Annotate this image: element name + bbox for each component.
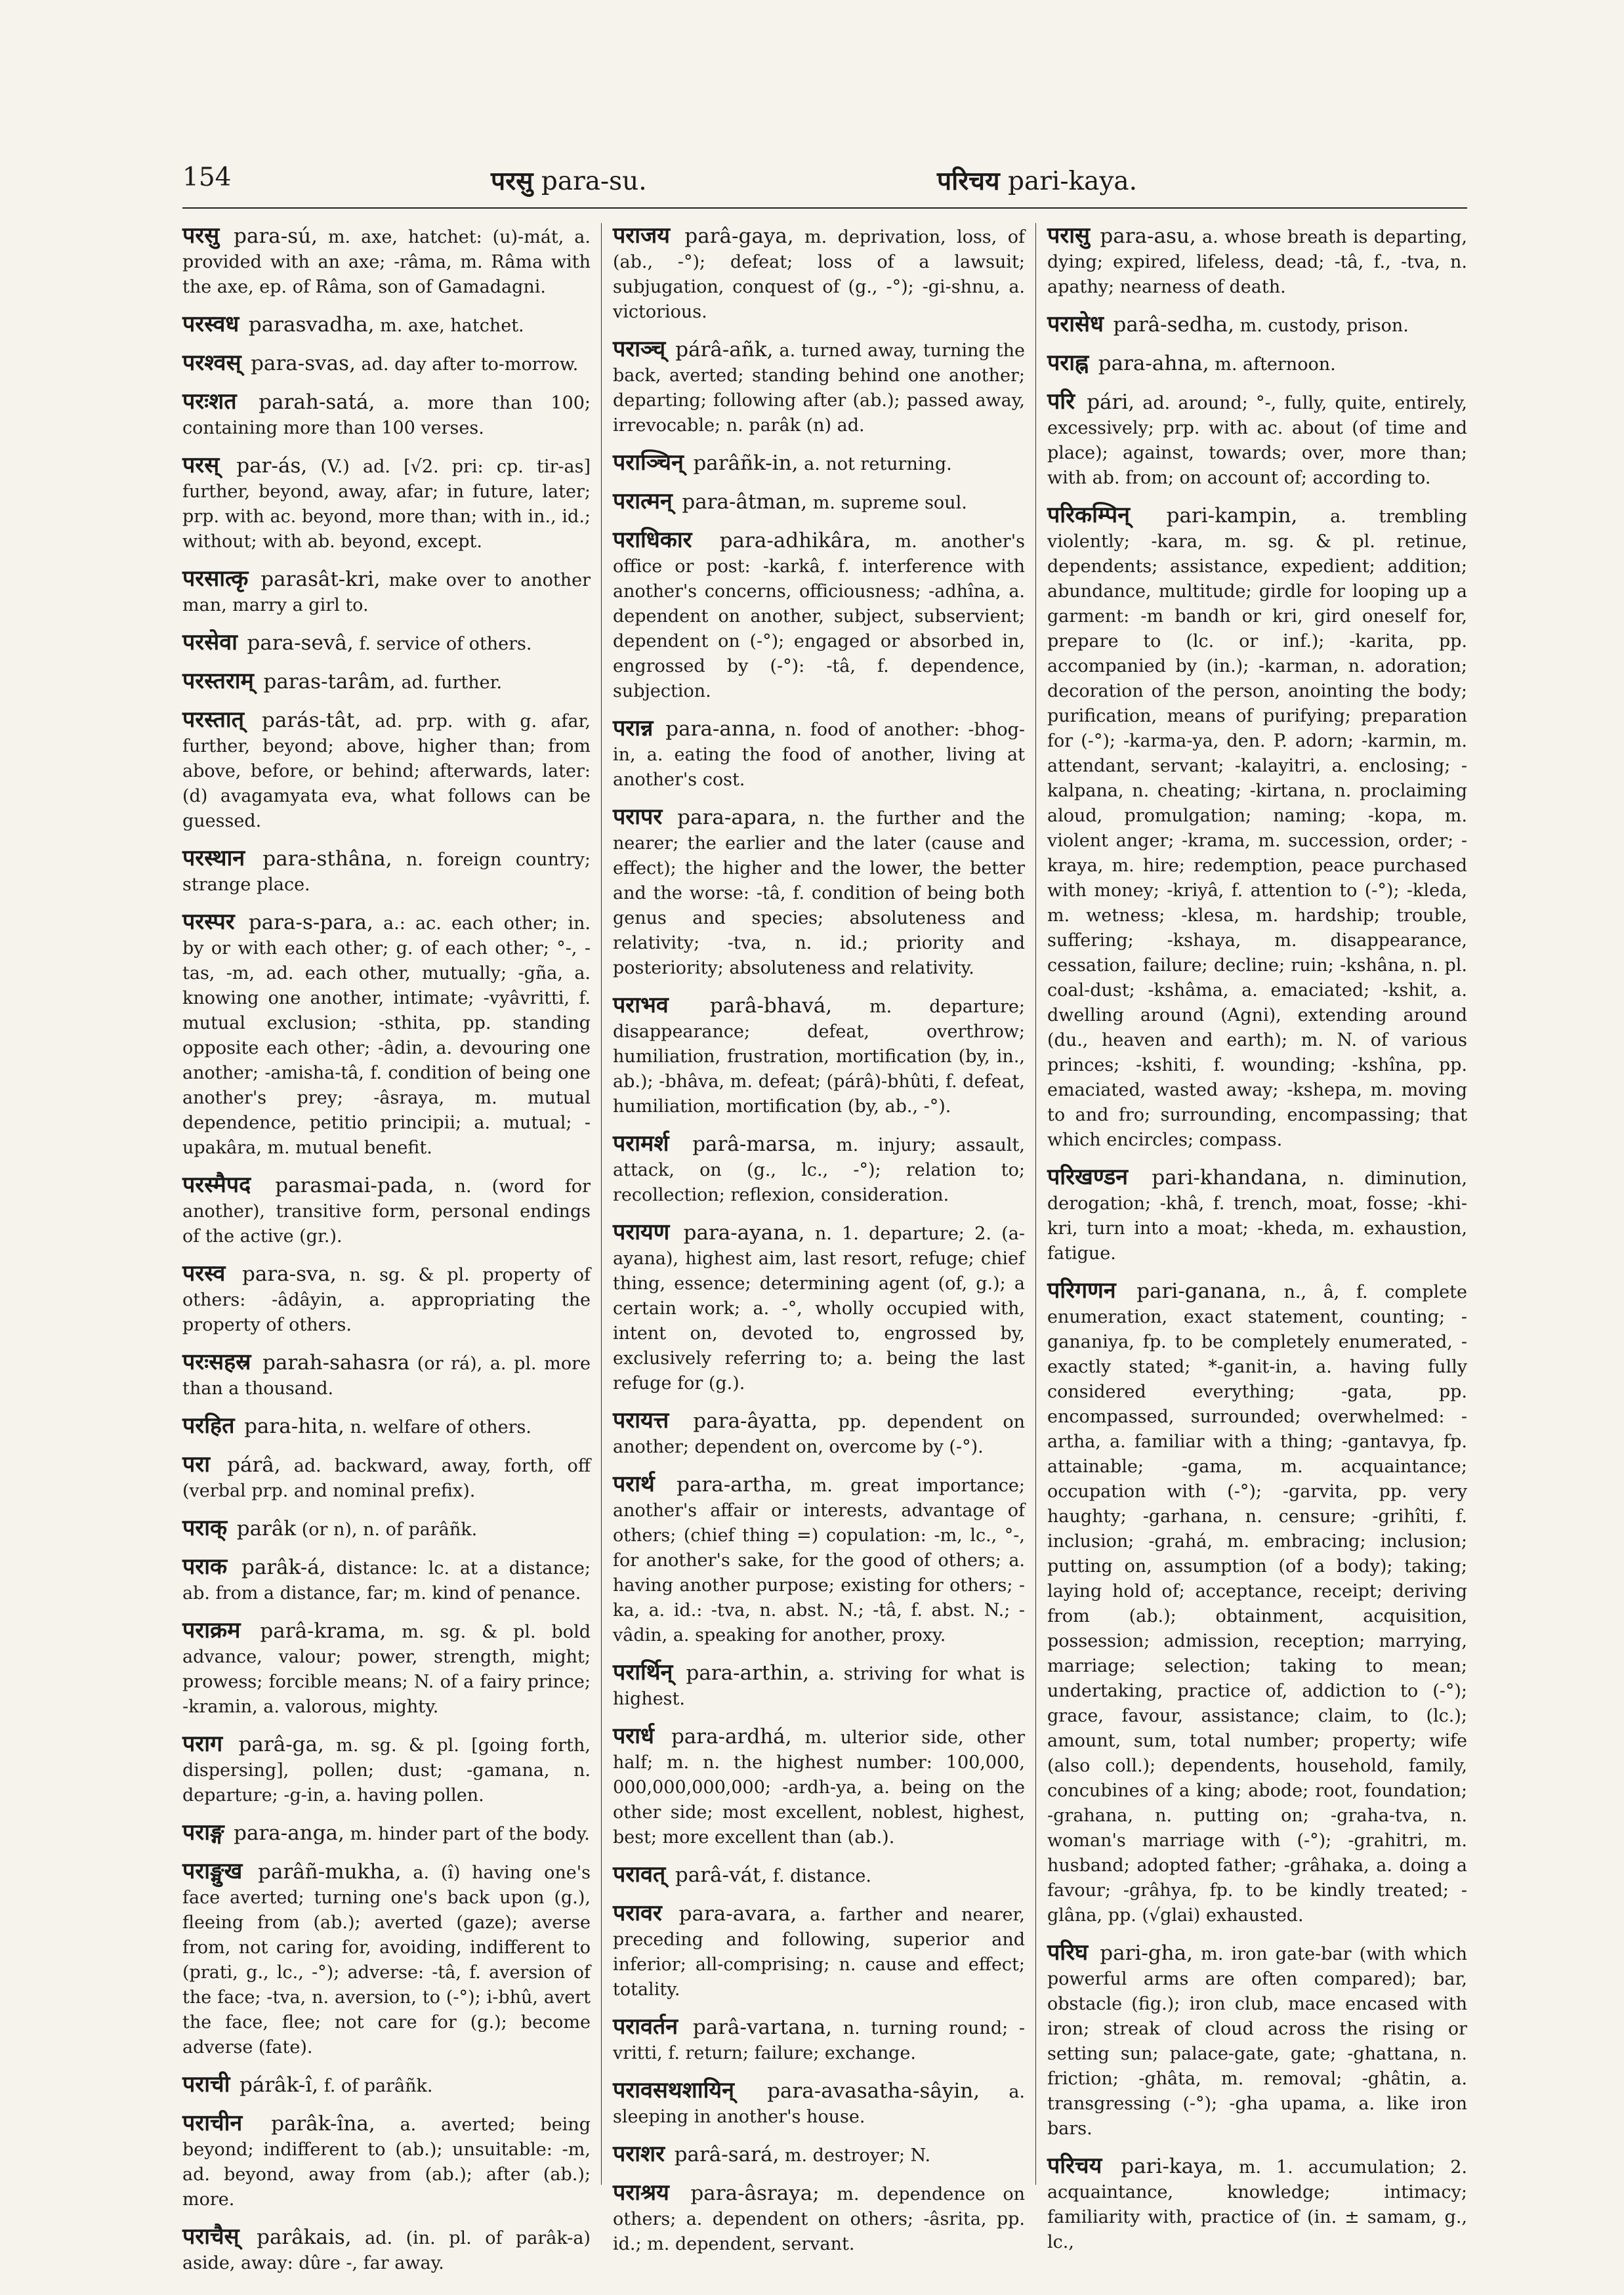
dictionary-entry — [182, 1731, 591, 1808]
headword-transliteration: para-âtman, — [682, 490, 808, 514]
entry-definition: m. destroyer; N. — [784, 2145, 931, 2166]
dictionary-entry — [613, 1724, 1025, 1850]
headword-devanagari: परसात्कृ — [182, 566, 249, 592]
entry-definition: a. farther and nearer, preceding and following, superior and inferior; all-comprising; n. cause and effect; totality. — [613, 1905, 1025, 2000]
headword-transliteration: parah-satá, — [259, 390, 375, 414]
headword-transliteration: parâ-gaya, — [684, 224, 794, 248]
dictionary-entry — [182, 566, 591, 618]
entry-definition: n. welfare of others. — [350, 1417, 531, 1437]
dictionary-entry — [613, 1408, 1025, 1460]
headword-devanagari: परिचय — [1047, 2153, 1102, 2179]
entry-definition: n. food of another: -bhog-in, a. eating the food of another, living at another's cost. — [613, 720, 1025, 790]
entry-definition: n. 1. departure; 2. (a-ayana), highest aim, last resort, refuge; chief thing, essence; determining agent (of, g.); a certain work; a. -°, wholly occupied with, intent on, devoted to, engrossed by, exclusively referring to; a. being the last refuge for (g.). — [613, 1224, 1025, 1394]
headword-transliteration: para-ayana, — [683, 1221, 805, 1245]
dictionary-entry — [613, 489, 1025, 516]
headword-transliteration: para-ardhá, — [671, 1725, 792, 1748]
entry-definition: m. afternoon. — [1215, 354, 1336, 375]
headword-transliteration: para-ahna, — [1098, 352, 1209, 375]
entry-definition: n. foreign country; strange place. — [182, 850, 591, 895]
entry-definition: n., â, f. complete enumeration, exact statement, counting; -gananiya, fp. to be completely enumerated, - exactly stated; *-ganit-in, a. having fully considered everything; -gata, pp. encompassed, surrounded; overwhelmed: -artha, a. familiar with a thing; -gantavya, fp. attainable; -gama, m. acquaintance; occupation with (-°); -garvita, pp. very haughty; -garhana, n. censure; -grihîti, f. inclusion; -grahá, m. embracing; inclusion; putting on, assumption (of a body); taking; laying hold of; acceptance, receipt; deriving from (ab.); obtainment, acquisition, possession; admission, reception; marrying, marriage; selection; taking to mean; undertaking, practice of, addiction to (-°); grace, favour, assistance; claim, to (lc.); amount, sum, total number; property; wife (also coll.); dependents, household, family, concubines of a king; abode; root, foundation; -grahana, n. putting on; -graha-tva, n. woman's marriage with (-°); -grahitri, m. husband; adopted father; -grâhaka, a. doing a favour; -grâhya, fp. to be kindly treated; -glâna, pp. (√glai) exhausted. — [1047, 1282, 1467, 1926]
headword-devanagari: परान्न — [613, 715, 654, 741]
headword-transliteration: para-anga, — [234, 1821, 344, 1845]
headword-devanagari: पराक्रम — [182, 1617, 241, 1644]
entry-definition: (V.) ad. [√2. pri: cp. tir-as] further, beyond, away, afar; in future, later; prp. with ac. beyond, more than; with in., id.; without; with ab. beyond, except. — [182, 457, 591, 552]
headword-devanagari: परार्थ — [613, 1471, 655, 1497]
entry-definition: m. injury; assault, attack, on (g., lc., -°); relation to; recollection; reflexion, consideration. — [613, 1135, 1025, 1205]
entry-definition: a. sleeping in another's house. — [613, 2082, 1025, 2127]
headword-devanagari: पराङ्ग — [182, 1819, 224, 1846]
dictionary-entry — [182, 1516, 591, 1542]
headword-devanagari: परात्मन् — [613, 488, 673, 514]
dictionary-entry — [1047, 350, 1467, 377]
headword-devanagari: परस् — [182, 452, 220, 478]
headword-transliteration: para-hita, — [244, 1415, 344, 1438]
entry-definition: m. great importance; another's affair or interests, advantage of others; (chief thing =) copulation: -m, lc., °-, for another's sake, for the good of others; a. having another purpose; existing for others; -ka, a. id.: -tva, n. abst. N.; -tâ, f. abst. N.; -vâdin, a. speaking for another, proxy. — [613, 1476, 1025, 1645]
dictionary-entry — [182, 1413, 591, 1440]
headword-devanagari: परावर्तन — [613, 2014, 678, 2040]
headword-devanagari: पराञ्चिन् — [613, 449, 684, 476]
headword-devanagari: परसु — [182, 222, 220, 249]
headword-devanagari: परार्ध — [613, 1723, 654, 1749]
headword-devanagari: परि — [1047, 388, 1075, 415]
headword-devanagari: परामर्श — [613, 1130, 669, 1157]
entry-definition: m. hinder part of the body. — [350, 1824, 590, 1844]
headword-devanagari: परावर — [613, 1900, 662, 1926]
headword-transliteration: par-ás, — [236, 454, 308, 478]
dictionary-entry — [613, 2078, 1025, 2130]
headword-devanagari: परःसहस्र — [182, 1349, 251, 1375]
entry-definition: distance: lc. at a distance; ab. from a distance, far; m. kind of penance. — [182, 1558, 591, 1603]
headword-transliteration: para-avasatha-sâyin, — [767, 2079, 980, 2103]
dictionary-entry — [182, 1261, 591, 1338]
headword-devanagari: परा — [182, 1451, 211, 1478]
entry-definition: a. turned away, turning the back, averted; standing behind one another; departing; following after (ab.); passed away, irrevocable; n. parâk (n) ad. — [613, 341, 1025, 436]
dictionary-entry — [182, 1859, 591, 2060]
dictionary-entry — [613, 527, 1025, 704]
headword-devanagari: परावत् — [613, 1861, 666, 1888]
entry-definition: a. striving for what is highest. — [613, 1664, 1025, 1709]
dictionary-entry — [613, 450, 1025, 477]
dictionary-entry — [182, 223, 591, 300]
headword-transliteration: parasvadha, — [248, 313, 375, 337]
headword-devanagari: पराह्न — [1047, 350, 1089, 376]
headword-transliteration: pári, — [1087, 390, 1135, 414]
entry-definition: m. axe, hatchet. — [380, 316, 524, 336]
entry-definition: f. of parâñk. — [323, 2076, 433, 2096]
entry-definition: m. 1. accumulation; 2. acquaintance, knowledge; intimacy; familiarity with, practice of (in. ± samam, g., lc., — [1047, 2157, 1467, 2252]
entry-definition: a. (î) having one's face averted; turning one's back upon (g.), fleeing from (ab.); averted (gaze); averse from, not caring for, avoiding, indifferent to (prati, g., lc., -°); adverse: -tâ, f. aversion of the face; -tva, n. aversion, to (-°); i-bhû, avert the face, flee; not care for (g.); become adverse (fate). — [182, 1863, 591, 2057]
entry-definition: m. custody, prison. — [1239, 316, 1409, 336]
page-number: 154 — [182, 163, 232, 192]
dictionary-entry — [182, 350, 591, 377]
dictionary-entry — [182, 2072, 591, 2099]
running-head-left-latin: para-su. — [541, 167, 647, 196]
dictionary-entry — [182, 389, 591, 441]
headword-devanagari: परस्तात् — [182, 707, 245, 733]
dictionary-entry — [182, 707, 591, 834]
headword-transliteration: para-adhikâra, — [719, 529, 871, 552]
entry-definition: m. deprivation, loss, of (ab., -°); defeat; loss of a lawsuit; subjugation, conquest of (g., -°); -gi-shnu, a. victorious. — [613, 227, 1025, 322]
headword-transliteration: parâ-sará, — [674, 2143, 780, 2166]
headword-transliteration: parâk-îna, — [271, 2112, 375, 2136]
dictionary-entry — [182, 846, 591, 898]
dictionary-entry — [613, 804, 1025, 981]
entry-definition: ad. day after to-morrow. — [361, 354, 579, 375]
headword-devanagari: पराश्रय — [613, 2180, 669, 2206]
dictionary-entry — [182, 1350, 591, 1401]
headword-transliteration: para-avara, — [678, 1902, 797, 1926]
headword-transliteration: parasmai-pada, — [275, 1174, 434, 1197]
column-divider-1 — [601, 223, 602, 2185]
running-head-left — [491, 163, 647, 197]
headword-devanagari: परश्वस् — [182, 350, 241, 376]
dictionary-entry — [182, 1554, 591, 1606]
dictionary-entry — [613, 1901, 1025, 2002]
headword-devanagari: परायण — [613, 1219, 670, 1245]
entry-definition: ad. (in. pl. of parâk-a) aside, away: dûre -, far away. — [182, 2228, 591, 2273]
headword-devanagari: परावसथशायिन् — [613, 2077, 734, 2103]
headword-devanagari: परिखण्डन — [1047, 1164, 1129, 1190]
entry-definition: a. trembling violently; -kara, m. sg. & pl. retinue, dependents; assistance, expedient; addition; abundance, multitude; girdle for looping up a garment: -m bandh or kri, gird oneself for, prepare to (lc. or inf.); -karita, pp. accompanied by (in.); -karman, n. adoration; decoration of the person, anointing the body; purification, means of purifying; preparation for (-°); -karma-ya, den. P. adorn; -karmin, m. attendant, servant; -kalayitri, a. enclosing; -kalpana, n. cheating; -kirtana, n. proclaiming aloud, promulgation; naming; -kopa, m. violent anger; -krama, m. succession, order; -kraya, m. hire; redemption, peace purchased with money; -kriyâ, f. attention to (-°); -kleda, m. wetness; -klesa, m. hardship; trouble, suffering; -kshaya, m. disappearance, cessation, failure; decline; ruin; -kshâna, n. pl. coal-dust; -kshâma, a. emaciated; -kshit, a. dwelling around (Agni), extending around (du., heaven and earth); m. N. of various princes; -kshiti, f. wounding; -kshîna, pp. emaciated, wasted away; -kshepa, m. moving to and fro; surrounding, encompassing; that which encircles; compass. — [1047, 507, 1467, 1150]
headword-devanagari: परिगणन — [1047, 1277, 1116, 1304]
headword-transliteration: para-anna, — [665, 717, 777, 741]
headword-devanagari: पराक् — [182, 1515, 228, 1541]
headword-transliteration: para-svas, — [251, 352, 356, 375]
entry-definition: a.: ac. each other; in. by or with each other; g. of each other; °-, -tas, -m, ad. each other, mutually; -gña, a. knowing one another, intimate; -vyâvritti, f. mutual exclusion; -sthita, pp. standing opposite each other; -âdin, a. devouring one another; -amisha-tâ, f. condition of being one another's prey; -âsraya, m. mutual dependence, petitio principii; a. mutual; -upakâra, m. mutual benefit. — [182, 913, 591, 1158]
headword-transliteration: parâ-vát, — [675, 1863, 768, 1887]
headword-devanagari: पराचीन — [182, 2110, 243, 2136]
headword-transliteration: párâ, — [227, 1453, 281, 1477]
headword-transliteration: parâ-bhavá, — [709, 994, 833, 1018]
dictionary-entry — [182, 1452, 591, 1504]
dictionary-entry — [613, 716, 1025, 793]
headword-devanagari: परापर — [613, 804, 663, 830]
dictionary-entry — [613, 223, 1025, 325]
dictionary-entry — [182, 312, 591, 339]
headword-transliteration: para-âsraya; — [690, 2181, 820, 2205]
headword-devanagari: पराशर — [613, 2141, 665, 2167]
headword-devanagari: परासेध — [1047, 311, 1104, 337]
entry-definition: ad. further. — [401, 672, 503, 693]
headword-transliteration: para-âyatta, — [693, 1409, 818, 1433]
headword-devanagari: पराग — [182, 1731, 223, 1757]
entry-definition: n. sg. & pl. property of others: -âdâyin, a. appropriating the property of others. — [182, 1265, 591, 1335]
headword-devanagari: परस्थान — [182, 845, 245, 871]
headword-transliteration: para-s-para, — [248, 911, 373, 934]
entry-definition: f. distance. — [772, 1866, 871, 1886]
entry-definition: ad. prp. with g. afar, further, beyond; above, higher than; from above, before, or behind; afterwards, later: (d) avagamyata eva, what follows can be guessed. — [182, 711, 591, 831]
dictionary-entry — [613, 1472, 1025, 1648]
headword-transliteration: parah-sahasra — [262, 1351, 410, 1375]
entry-definition: m. ulterior side, other half; m. n. the highest number: 100,000, 000,000,000,000; -ardh-ya, a. being on the other side; most excellent, noblest, highest, best; more excellent than (ab.). — [613, 1727, 1025, 1848]
entry-definition: a. averted; being beyond; indifferent to (ab.); unsuitable: -m, ad. beyond, away from (ab.); after (ab.); more. — [182, 2115, 591, 2210]
headword-transliteration: parâ-marsa, — [692, 1132, 817, 1156]
column-1 — [182, 222, 591, 2273]
headword-transliteration: para-sthâna, — [262, 847, 392, 871]
header-rule — [182, 207, 1467, 209]
entry-definition: m. another's office or post: -karkâ, f. interference with another's concerns, officiousness; -adhîna, a. dependent on another, subject, subservient; dependent on (-°); engaged or absorbed in, engrossed by (-°): -tâ, f. dependence, subjection. — [613, 531, 1025, 701]
headword-transliteration: parás-tât, — [262, 709, 362, 732]
headword-transliteration: parâñk-in, — [693, 451, 799, 475]
entry-definition: n. (word for another), transitive form, personal endings of the active (gr.). — [182, 1176, 591, 1247]
headword-devanagari: परस्व — [182, 1260, 226, 1287]
headword-devanagari: परार्थिन् — [613, 1659, 673, 1685]
dictionary-entry — [1047, 312, 1467, 339]
entry-definition: m. supreme soul. — [812, 493, 967, 513]
entry-definition: m. departure; disappearance; defeat, overthrow; humiliation, frustration, mortification (by, in., ab.); -bhâva, m. defeat; (párâ)-bhûti, f. defeat, humiliation, mortification (by, ab., -°). — [613, 997, 1025, 1117]
dictionary-entry — [182, 1618, 591, 1720]
headword-devanagari: परस्वध — [182, 311, 239, 337]
dictionary-entry — [1047, 2153, 1467, 2255]
headword-transliteration: pari-khandana, — [1152, 1166, 1308, 1189]
entry-definition: ad. backward, away, forth, off (verbal prp. and nominal prefix). — [182, 1456, 591, 1501]
dictionary-entry — [182, 2111, 591, 2212]
headword-devanagari: परस्पर — [182, 909, 235, 935]
headword-transliteration: parâñ-mukha, — [258, 1860, 402, 1884]
entry-definition: n. the further and the nearer; the earlier and the later (cause and effect); the higher and the lower, the better and the worse: -tâ, f. condition of being both genus and species; absoluteness and relativity; -tva, n. id.; priority and posteriority; absoluteness and relativity. — [613, 808, 1025, 978]
headword-devanagari: परसेवा — [182, 629, 238, 655]
running-head-left-devanagari: परसु — [491, 167, 533, 196]
headword-devanagari: पराजय — [613, 222, 670, 249]
headword-transliteration: para-sevâ, — [247, 631, 354, 655]
running-head-right-devanagari: परिचय — [937, 167, 1000, 196]
headword-devanagari: परस्तराम् — [182, 668, 254, 694]
entry-definition: m. iron gate-bar (with which powerful arms are often compared); bar, obstacle (fig.); iron club, mace encased with iron; streak of cloud across the rising or setting sun; palace-gate, gate; -ghattana, n. friction; -ghâta, m. removal; -ghâtin, a. transgressing (-°); -gha upama, a. like iron bars. — [1047, 1944, 1467, 2139]
entry-definition: a. more than 100; containing more than 100 verses. — [182, 393, 591, 438]
headword-devanagari: पराची — [182, 2071, 230, 2098]
entry-definition: n. turning round; -vritti, f. return; failure; exchange. — [613, 2018, 1025, 2063]
dictionary-entry — [1047, 1165, 1467, 1266]
headword-devanagari: पराञ्च् — [613, 336, 666, 362]
dictionary-entry — [1047, 503, 1467, 1153]
dictionary-entry — [182, 1820, 591, 1847]
headword-devanagari: पराधिकार — [613, 527, 692, 553]
dictionary-entry — [1047, 1278, 1467, 1928]
entry-definition: m. dependence on others; a. dependent on others; -âsrita, pp. id.; m. dependent, servant. — [613, 2184, 1025, 2254]
dictionary-entry — [613, 2014, 1025, 2066]
dictionary-entry — [1047, 1940, 1467, 2141]
headword-transliteration: parâ-sedha, — [1113, 313, 1235, 337]
column-divider-2 — [1035, 223, 1036, 2185]
headword-devanagari: परहित — [182, 1413, 235, 1439]
headword-devanagari: पराङ्मुख — [182, 1858, 243, 1884]
dictionary-entry — [613, 1660, 1025, 1712]
headword-transliteration: parâ-ga, — [238, 1733, 324, 1756]
headword-transliteration: para-sva, — [242, 1262, 337, 1286]
headword-devanagari: परःशत — [182, 388, 237, 415]
dictionary-entry — [182, 1172, 591, 1249]
headword-transliteration: para-arthin, — [686, 1661, 810, 1685]
headword-transliteration: parâkais, — [257, 2225, 352, 2249]
headword-transliteration: pari-kaya, — [1121, 2155, 1224, 2178]
dictionary-entry — [613, 2180, 1025, 2257]
headword-transliteration: para-apara, — [677, 806, 797, 829]
headword-transliteration: párâ-añk, — [675, 338, 774, 362]
dictionary-entry — [1047, 389, 1467, 491]
entry-definition: (or n), n. of parâñk. — [301, 1520, 478, 1540]
column-2 — [613, 222, 1025, 2254]
dictionary-entry — [613, 2141, 1025, 2168]
headword-transliteration: párâk-î, — [239, 2073, 319, 2097]
dictionary-entry — [182, 669, 591, 695]
entry-definition: n. diminution, derogation; -khâ, f. trench, moat, fosse; -khi-kri, turn into a moat; -kheda, m. exhaustion, fatigue. — [1047, 1168, 1467, 1264]
headword-transliteration: parâk-á, — [241, 1556, 326, 1579]
headword-devanagari: पराचैस् — [182, 2223, 239, 2250]
headword-devanagari: पराभव — [613, 992, 669, 1018]
dictionary-entry — [613, 337, 1025, 438]
entry-definition: (or rá), a. pl. more than a thousand. — [182, 1354, 591, 1399]
headword-devanagari: परायत्त — [613, 1407, 669, 1434]
dictionary-entry — [182, 2224, 591, 2276]
running-head-right-latin: pari-kaya. — [1008, 167, 1138, 196]
headword-devanagari: परिकम्पिन् — [1047, 502, 1130, 528]
entry-definition: f. service of others. — [359, 634, 532, 654]
entry-definition: a. whose breath is departing, dying; expired, lifeless, dead; -tâ, f., -tva, n. apathy; nearness of death. — [1047, 227, 1467, 297]
entry-definition: m. axe, hatchet: (u)-mát, a. provided with an axe; -râma, m. Râma with the axe, ep. of Râma, son of Gamadagni. — [182, 227, 591, 297]
headword-devanagari: परस्मैपद — [182, 1172, 251, 1198]
headword-transliteration: para-asu, — [1100, 224, 1196, 248]
headword-transliteration: pari-kampin, — [1166, 504, 1298, 527]
dictionary-entry — [1047, 223, 1467, 300]
dictionary-entry — [613, 1862, 1025, 1889]
dictionary-entry — [182, 909, 591, 1161]
headword-devanagari: पराक — [182, 1554, 228, 1580]
headword-transliteration: parâ-krama, — [260, 1619, 386, 1643]
headword-transliteration: pari-gha, — [1100, 1941, 1193, 1965]
entry-definition: make over to another man, marry a girl to. — [182, 570, 591, 615]
running-head-right — [937, 163, 1137, 197]
column-3 — [1047, 222, 1467, 2252]
dictionary-entry — [613, 1131, 1025, 1208]
dictionary-entry — [182, 630, 591, 657]
headword-devanagari: परिघ — [1047, 1939, 1089, 1966]
headword-devanagari: परासु — [1047, 222, 1091, 249]
headword-transliteration: paras-tarâm, — [263, 670, 396, 693]
headword-transliteration: para-artha, — [677, 1473, 793, 1497]
page-header — [182, 163, 1245, 202]
dictionary-entry — [613, 1220, 1025, 1396]
headword-transliteration: parâk — [236, 1517, 297, 1540]
headword-transliteration: para-sú, — [234, 224, 318, 248]
entry-definition: m. sg. & pl. bold advance, valour; power, strength, might; prowess; forcible means; N. of a fairy prince; -kramin, a. valorous, mighty. — [182, 1622, 591, 1717]
headword-transliteration: parâ-vartana, — [692, 2016, 833, 2039]
headword-transliteration: parasât-kri, — [260, 568, 381, 591]
entry-definition: pp. dependent on another; dependent on, overcome by (-°). — [613, 1412, 1025, 1457]
dictionary-entry — [613, 993, 1025, 1119]
entry-definition: a. not returning. — [804, 454, 952, 474]
headword-transliteration: pari-ganana, — [1136, 1279, 1267, 1303]
entry-definition: ad. around; °-, fully, quite, entirely, excessively; prp. with ac. about (of time and place); against, towards; over, more than; with ab. from; on account of; according to. — [1047, 393, 1467, 488]
dictionary-entry — [182, 453, 591, 554]
entry-definition: m. sg. & pl. [going forth, dispersing], pollen; dust; -gamana, n. departure; -g-in, a. having pollen. — [182, 1735, 591, 1806]
